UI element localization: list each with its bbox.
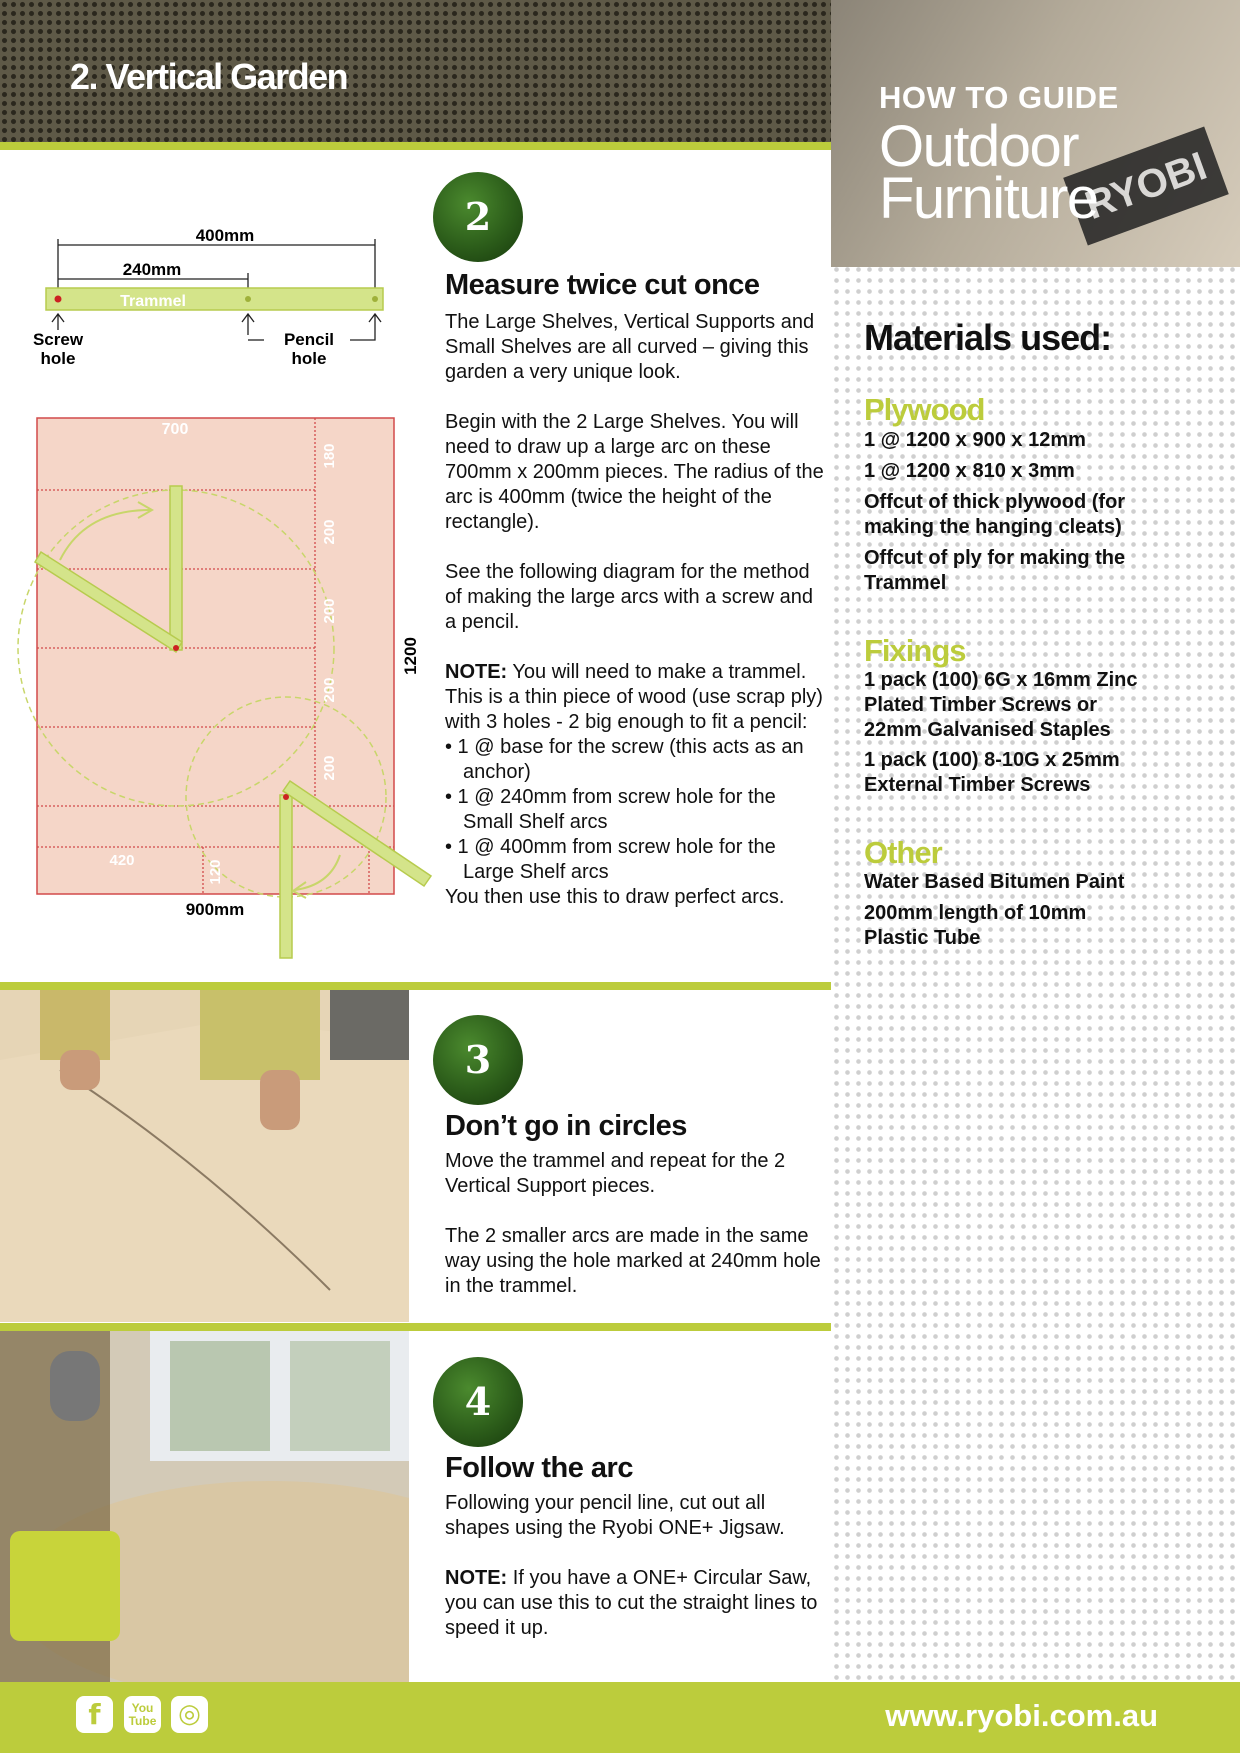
trammel-hole-list (445, 735, 825, 885)
step-2-number: 2 (464, 194, 492, 239)
step-2-closing: You then use this to draw perfect arcs. (445, 886, 785, 908)
trammel-diagram (20, 215, 400, 375)
step-3-photo (0, 990, 409, 1322)
dimension-700: 700 (161, 421, 189, 438)
guide-label: HOW TO GUIDE (879, 80, 1119, 115)
facebook-icon[interactable]: f (76, 1696, 113, 1733)
footer (0, 1682, 1240, 1753)
section-header (0, 0, 831, 142)
other-item: 200mm length of 10mm Plastic Tube (864, 902, 1087, 949)
step-4-photo-art (0, 1331, 409, 1683)
youtube-icon[interactable]: You Tube (124, 1696, 161, 1733)
pencil-label: Pencil (283, 330, 335, 349)
segment-label: 200 (321, 519, 338, 545)
list-item: • 1 @ 240mm from screw hole for the Small Shelf arcs (445, 786, 776, 833)
dimension-120: 120 (207, 859, 224, 885)
guide-title-line1: Outdoor (879, 114, 1079, 179)
list-item: • 1 @ base for the screw (this acts as an anchor) (445, 736, 804, 783)
segment-label: 200 (321, 598, 338, 624)
plywood-heading: Plywood (864, 392, 985, 427)
step-3-badge (433, 1015, 523, 1105)
step-2-badge (433, 172, 523, 262)
step-2-note (445, 660, 825, 735)
segment-label: 180 (321, 443, 338, 469)
step-3-number: 3 (464, 1037, 492, 1082)
step-divider (0, 1323, 831, 1331)
screw-label: Screw (32, 330, 84, 349)
screw-hole-label: hole (40, 349, 76, 368)
instagram-icon[interactable]: ◎ (171, 1696, 208, 1733)
step-4-badge (433, 1357, 523, 1447)
step-2-heading: Measure twice cut once (445, 269, 760, 301)
step-4-heading: Follow the arc (445, 1452, 633, 1484)
segment-label: 200 (321, 755, 338, 781)
note-label: NOTE: (445, 1567, 508, 1589)
screw-point (173, 645, 179, 651)
step-2-paragraph: The Large Shelves, Vertical Supports and Small Shelves are all curved – giving this garden a very unique look. (445, 311, 815, 383)
trammel-label: Trammel (120, 293, 186, 310)
header-accent-bar (0, 142, 831, 150)
ryobi-stamp-logo: RYOBI (1063, 127, 1229, 246)
cutting-diagram (10, 410, 435, 970)
step-2-paragraph: See the following diagram for the method of making the large arcs with a screw and a pencil. (445, 561, 813, 633)
pencil-hole-marker (245, 296, 251, 302)
trammel-vertical (170, 486, 182, 650)
other-item: Water Based Bitumen Paint (864, 871, 1125, 893)
note-text: If you have a ONE+ Circular Saw, you can use this to cut the straight lines to speed it up. (445, 1567, 818, 1639)
step-2-body (445, 310, 825, 910)
plywood-item: 1 @ 1200 x 810 x 3mm (864, 460, 1075, 482)
step-3-paragraph: The 2 smaller arcs are made in the same way using the hole marked at 240mm hole in the trammel. (445, 1225, 821, 1297)
trammel-400-label: 400mm (195, 226, 255, 245)
hero-image (831, 0, 1240, 267)
step-2-paragraph: Begin with the 2 Large Shelves. You will need to draw up a large arc on these 700mm x 200mm pieces. The radius of the arc is 400mm (twice the height of the rectangle). (445, 411, 824, 533)
segment-label: 200 (321, 677, 338, 703)
dimension-420: 420 (109, 852, 135, 869)
fixings-heading: Fixings (864, 633, 966, 668)
screw-point (283, 794, 289, 800)
trammel-bar (46, 288, 383, 310)
step-4-photo (0, 1331, 409, 1683)
pencil-hole-label: hole (291, 349, 327, 368)
note-label: NOTE: (445, 661, 508, 683)
plywood-item: Offcut of thick plywood (for making the hanging cleats) (864, 491, 1126, 538)
step-3-photo-art (0, 990, 409, 1322)
step-3-heading: Don’t go in circles (445, 1110, 687, 1142)
website-link[interactable]: www.ryobi.com.au (885, 1698, 1158, 1733)
step-4-body (445, 1491, 825, 1641)
materials-title: Materials used: (864, 317, 1112, 358)
plywood-item: Offcut of ply for making the Trammel (864, 547, 1126, 594)
step-3-body (445, 1149, 825, 1324)
section-title: 2. Vertical Garden (70, 56, 348, 97)
fixings-item: 1 pack (100) 6G x 16mm Zinc Plated Timber Screws or 22mm Galvanised Staples (864, 669, 1138, 741)
step-4-number: 4 (464, 1379, 492, 1424)
other-heading: Other (864, 835, 942, 870)
note-text: You will need to make a trammel. This is a thin piece of wood (use scrap ply) with 3 holes - 2 big enough to fit a pencil: (445, 661, 823, 733)
step-divider (0, 982, 831, 990)
step-4-paragraph: Following your pencil line, cut out all shapes using the Ryobi ONE+ Jigsaw. (445, 1492, 785, 1539)
fixings-item: 1 pack (100) 8-10G x 25mm External Timber Screws (864, 749, 1120, 796)
dimension-900: 900mm (185, 900, 245, 919)
plywood-item: 1 @ 1200 x 900 x 12mm (864, 429, 1086, 451)
guide-title-line2: Furniture (879, 166, 1098, 231)
trammel-240-label: 240mm (122, 260, 182, 279)
step-3-paragraph: Move the trammel and repeat for the 2 Vertical Support pieces. (445, 1150, 786, 1197)
screw-hole-marker (55, 296, 62, 303)
pencil-hole-marker (372, 296, 378, 302)
list-item: • 1 @ 400mm from screw hole for the Large Shelf arcs (445, 836, 776, 883)
step-4-note (445, 1566, 825, 1641)
trammel-lower-vertical (280, 795, 292, 958)
dimension-1200: 1200 (401, 637, 420, 675)
